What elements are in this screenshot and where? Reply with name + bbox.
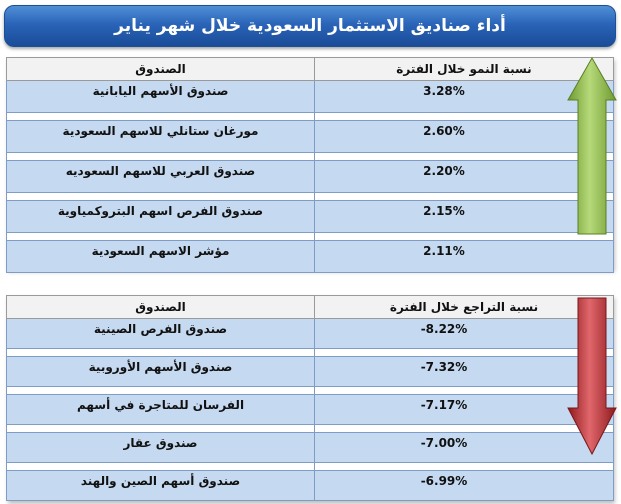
gainers-header-value: نسبة النمو خلال الفترة [315, 58, 614, 81]
green-up-arrow-icon [566, 56, 618, 236]
fund-value: 2.11% [423, 244, 465, 258]
losers-header-fund: الصندوق [7, 296, 315, 319]
table-row [7, 81, 614, 113]
fund-value: -7.32% [420, 360, 468, 374]
fund-value: -6.99% [420, 474, 468, 488]
fund-value: -8.22% [420, 322, 468, 336]
table-row [7, 357, 614, 387]
fund-value: -7.00% [420, 436, 468, 450]
losers-table [6, 295, 614, 501]
fund-name: صندوق العربي للاسهم السعوديه [65, 164, 256, 178]
fund-name: صندوق أسهم الصين والهند [80, 474, 241, 488]
fund-name: صندوق الفرص اسهم البتروكمياوية [57, 204, 264, 218]
fund-name: صندوق الأسهم الأوروبية [88, 360, 233, 374]
table-row [7, 201, 614, 233]
table-row [7, 161, 614, 193]
losers-header-value: نسبة التراجع خلال الفترة [315, 296, 614, 319]
table-row [7, 395, 614, 425]
table-row [7, 319, 614, 349]
losers-table-panel [6, 295, 613, 501]
fund-value: 3.28% [423, 84, 465, 98]
table-row [7, 241, 614, 273]
red-down-arrow-icon [566, 296, 618, 456]
gainers-header-fund: الصندوق [7, 58, 315, 81]
fund-name: مورغان ستانلي للاسهم السعودية [62, 124, 259, 138]
fund-value: 2.20% [423, 164, 465, 178]
fund-value: -7.17% [420, 398, 468, 412]
fund-name: صندوق الأسهم اليابانية [92, 84, 229, 98]
table-row [7, 121, 614, 153]
fund-name: الفرسان للمتاجرة في أسهم [76, 398, 245, 412]
table-row [7, 433, 614, 463]
fund-name: صندوق عقار [123, 436, 198, 450]
table-row [7, 471, 614, 501]
fund-value: 2.15% [423, 204, 465, 218]
fund-name: صندوق الفرص الصينية [93, 322, 228, 336]
gainers-table-panel [6, 57, 613, 269]
gainers-table [6, 57, 614, 273]
fund-name: مؤشر الاسهم السعودية [91, 244, 230, 258]
page-title: أداء صناديق الاستثمار السعودية خلال شهر يناير [4, 5, 616, 47]
fund-value: 2.60% [423, 124, 465, 138]
